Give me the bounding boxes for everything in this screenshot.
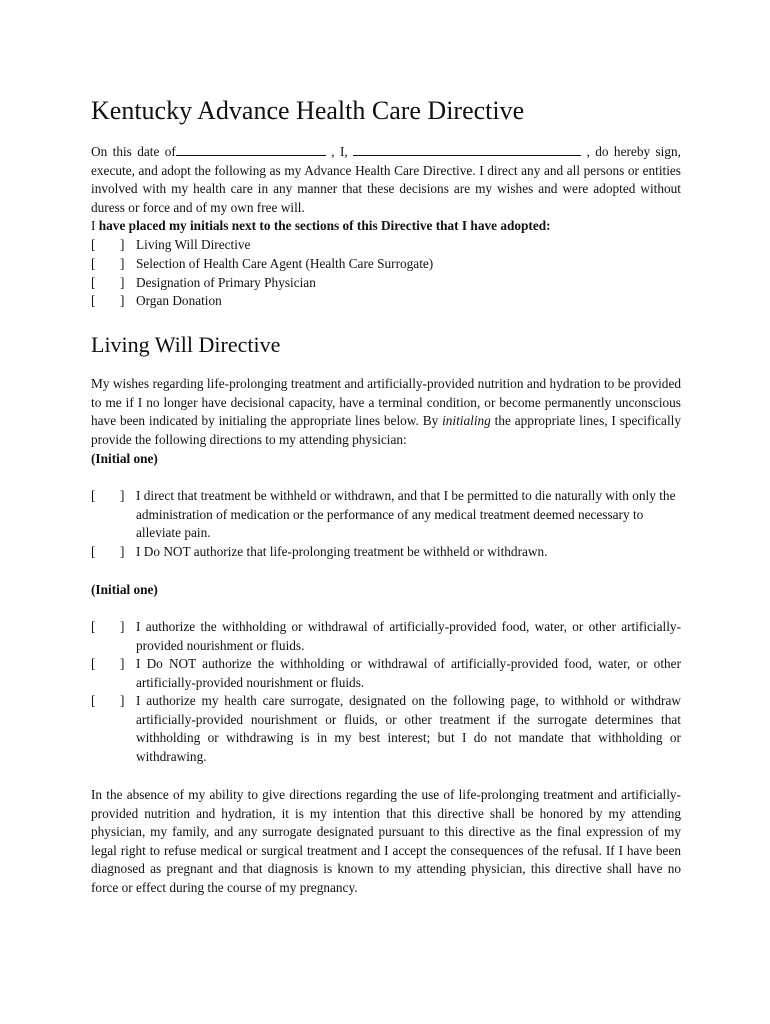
intro-date-label: On this date of bbox=[91, 144, 176, 159]
living-will-text-a: My wishes regarding life-prolonging treatment and artificially-provided nutrition and hydration to be provided to me if I no longer have decisional capacity, have a terminal condition, or become permanently unconscious have been indicated by initialing the appropriate lines below. By bbox=[91, 376, 681, 429]
intro-rest: execute, and adopt the following as my Advance Health Care Directive. I direct any and all persons or entities involved with my health care in any manner that these decisions are my wishes and were adopted without duress or force and of my own free will. bbox=[91, 162, 681, 215]
document-title: Kentucky Advance Health Care Directive bbox=[91, 96, 525, 125]
section-label: Designation of Primary Physician bbox=[136, 275, 316, 290]
intro-name-label: , I, bbox=[325, 144, 348, 159]
sections-instruction-prefix: I bbox=[91, 218, 96, 233]
sections-instruction-bold: have placed my initials next to the sections of this Directive that I have adopted: bbox=[95, 218, 551, 233]
date-blank[interactable] bbox=[176, 143, 326, 156]
living-will-paragraph bbox=[91, 375, 681, 449]
name-blank[interactable] bbox=[353, 143, 581, 156]
section-label: Organ Donation bbox=[136, 293, 222, 308]
option-label: I authorize the withholding or withdrawal of artificially-provided food, water, or other artificially-provided nourishment or fluids. bbox=[136, 619, 681, 653]
intro-sign-label: , do hereby sign, bbox=[581, 144, 681, 159]
sections-instruction bbox=[91, 217, 681, 236]
living-will-text-b: the appropriate lines, I specifically provide the following directions to my attending physician: bbox=[91, 413, 681, 447]
section-label: Living Will Directive bbox=[136, 237, 251, 252]
living-will-emphasis: initialing bbox=[442, 413, 491, 429]
section-label: Selection of Health Care Agent (Health Care Surrogate) bbox=[136, 256, 434, 271]
closing-paragraph: In the absence of my ability to give directions regarding the use of life-prolonging treatment and artificially-provided nutrition and hydration, it is my intention that this directive shall be honored by my attending physician, my family, and any surrogate designated pursuant to this directive as the final expression of my legal right to refuse medical or surgical treatment and I accept the consequences of the refusal. If I have been diagnosed as pregnant and that diagnosis is known to my attending physician, this directive shall have no force or effect during the course of my pregnancy. bbox=[91, 787, 681, 895]
option-label: I Do NOT authorize the withholding or withdrawal of artificially-provided food, water, or other artificially-provided nourishment or fluids. bbox=[136, 656, 681, 690]
initial-one-label: (Initial one) bbox=[91, 451, 158, 466]
option-label: I Do NOT authorize that life-prolonging treatment be withheld or withdrawn. bbox=[136, 544, 548, 559]
living-will-heading: Living Will Directive bbox=[91, 332, 281, 357]
option-label: I authorize my health care surrogate, designated on the following page, to withhold or withdraw artificially-provided nourishment or fluids, or other treatment if the surrogate determines that withholding or withdrawing is in my best interest; but I do not mandate that withholding or withdrawing. bbox=[136, 693, 681, 764]
option-label: I direct that treatment be withheld or withdrawn, and that I be permitted to die naturally with only the administration of medication or the performance of any medical treatment deemed necessary to alleviate pain. bbox=[136, 488, 676, 541]
initial-one-label: (Initial one) bbox=[91, 582, 158, 597]
intro-paragraph bbox=[91, 143, 681, 217]
